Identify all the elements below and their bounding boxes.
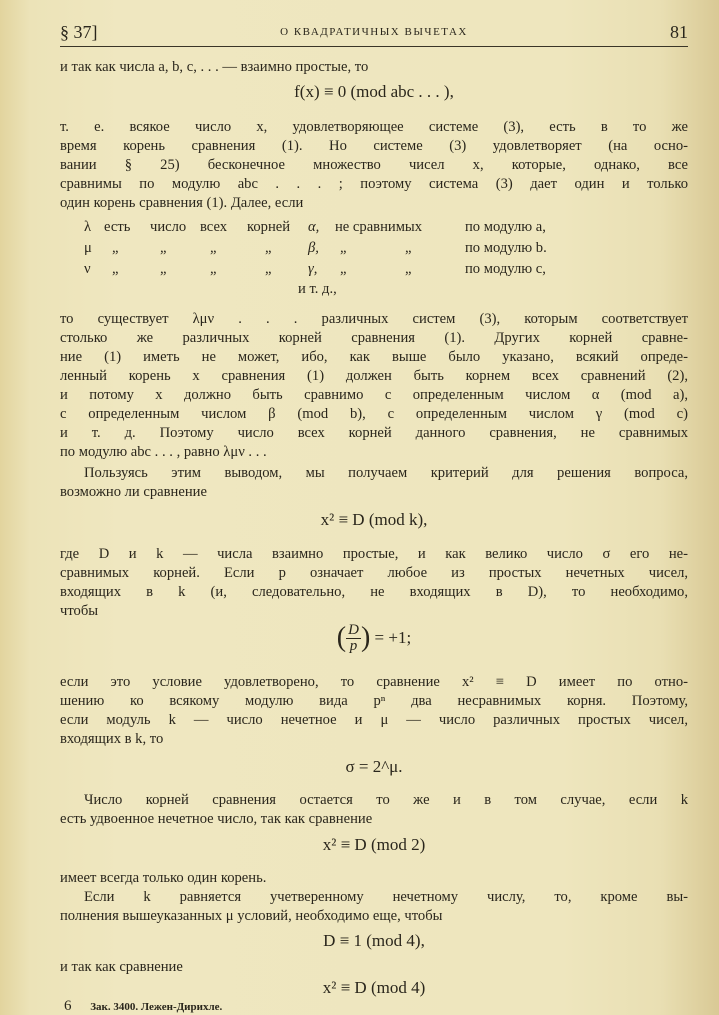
table-row: μ „ „ „ „ β, „ „ по модулю b. bbox=[84, 240, 547, 256]
table-row: ν „ „ „ „ γ, „ „ по модулю c, bbox=[84, 261, 546, 277]
text-line: Число корней сравнения остается то же и в том случае, если k bbox=[84, 792, 688, 808]
formula-x2-D-mod-4: x² ≡ D (mod 4) bbox=[322, 978, 426, 997]
text-line: и т. д. Поэтому число всех корней данного сравнения, не сравнимых bbox=[60, 425, 688, 441]
text-line: один корень сравнения (1). Далее, если bbox=[60, 195, 304, 211]
text-line: по модулю abc . . . , равно λμν . . . bbox=[60, 444, 267, 460]
text-line: ние (1) иметь не может, ибо, как выше было указано, всякий опреде- bbox=[60, 349, 688, 365]
text-line: время корень сравнения (1). Но системе (3) удовлетворяет (на осно- bbox=[60, 138, 688, 154]
imprint-text: Зак. 3400. Лежен-Дирихле. bbox=[90, 1001, 223, 1013]
text-line: и потому x должно быть сравнимо с определенным числом α (mod a), bbox=[60, 387, 688, 403]
signature-mark: 6 bbox=[64, 998, 72, 1014]
section-number: § 37] bbox=[60, 22, 98, 42]
formula-legendre-symbol: ( $\frac{D}{p}$ ) = +1; bbox=[336, 621, 412, 654]
formula-D-mod-4: D ≡ 1 (mod 4), bbox=[323, 931, 425, 950]
text-line: сравнимых корней. Если p означает любое из простых нечетных чисел, bbox=[60, 565, 688, 581]
formula-congruence-abc: f(x) ≡ 0 (mod abc . . . ), bbox=[294, 82, 454, 101]
text-line: с определенным числом β (mod b), с определенным числом γ (mod c) bbox=[60, 406, 688, 422]
text-line: есть удвоенное нечетное число, так как сравнение bbox=[60, 811, 373, 827]
text-line: чтобы bbox=[60, 603, 99, 619]
text-line: если это условие удовлетворено, то сравнение x² ≡ D имеет по отно- bbox=[60, 674, 688, 690]
table-etc: и т. д., bbox=[298, 281, 337, 297]
text-line: то существует λμν . . . различных систем (3), которым соответствует bbox=[60, 311, 688, 327]
text-line: столько же различных корней сравнения (1). Других корней сравне- bbox=[60, 330, 688, 346]
text-line: Если k равняется учетверенному нечетному числу, то, кроме вы- bbox=[84, 889, 688, 905]
text-line: возможно ли сравнение bbox=[60, 484, 207, 500]
formula-sigma: σ = 2^μ. bbox=[345, 757, 403, 776]
printer-imprint bbox=[64, 998, 222, 1015]
formula-x2-D-mod-2: x² ≡ D (mod 2) bbox=[322, 835, 426, 854]
text-line: входящих в k (и, следовательно, не входящих в D), то необходимо, bbox=[60, 584, 688, 600]
formula-x2-D-mod-k: x² ≡ D (mod k), bbox=[320, 510, 428, 529]
text-line: где D и k — числа взаимно простые, и как велико число σ его не- bbox=[60, 546, 688, 562]
text-line: и так как числа a, b, c, . . . — взаимно простые, то bbox=[60, 59, 369, 75]
page-number: 81 bbox=[670, 22, 688, 42]
running-head bbox=[60, 22, 688, 47]
chapter-title: О КВАДРАТИЧНЫХ ВЫЧЕТАХ bbox=[280, 26, 468, 38]
text-line: имеет всегда только один корень. bbox=[60, 870, 267, 886]
text-line: если модуль k — число нечетное и μ — число различных простых чисел, bbox=[60, 712, 688, 728]
table-row: λ есть число всех корней α, не сравнимых по модулю a, bbox=[84, 219, 546, 235]
text-line: Пользуясь этим выводом, мы получаем критерий для решения вопроса, bbox=[84, 465, 688, 481]
text-line: и так как сравнение bbox=[60, 959, 183, 975]
text-line: входящих в k, то bbox=[60, 731, 164, 747]
text-line: сравнимы по модулю abc . . . ; поэтому система (3) дает один и только bbox=[60, 176, 688, 192]
text-line: полнения вышеуказанных μ условий, необходимо еще, чтобы bbox=[60, 908, 443, 924]
text-line: вании § 25) бесконечное множество чисел x, которые, однако, все bbox=[60, 157, 688, 173]
text-line: ленный корень x сравнения (1) должен быть корнем всех сравнений (2), bbox=[60, 368, 688, 384]
text-line: шению ко всякому модулю вида pⁿ два несравнимых корня. Поэтому, bbox=[60, 693, 688, 709]
text-line: т. е. всякое число x, удовлетворяющее системе (3), есть в то же bbox=[60, 119, 688, 135]
